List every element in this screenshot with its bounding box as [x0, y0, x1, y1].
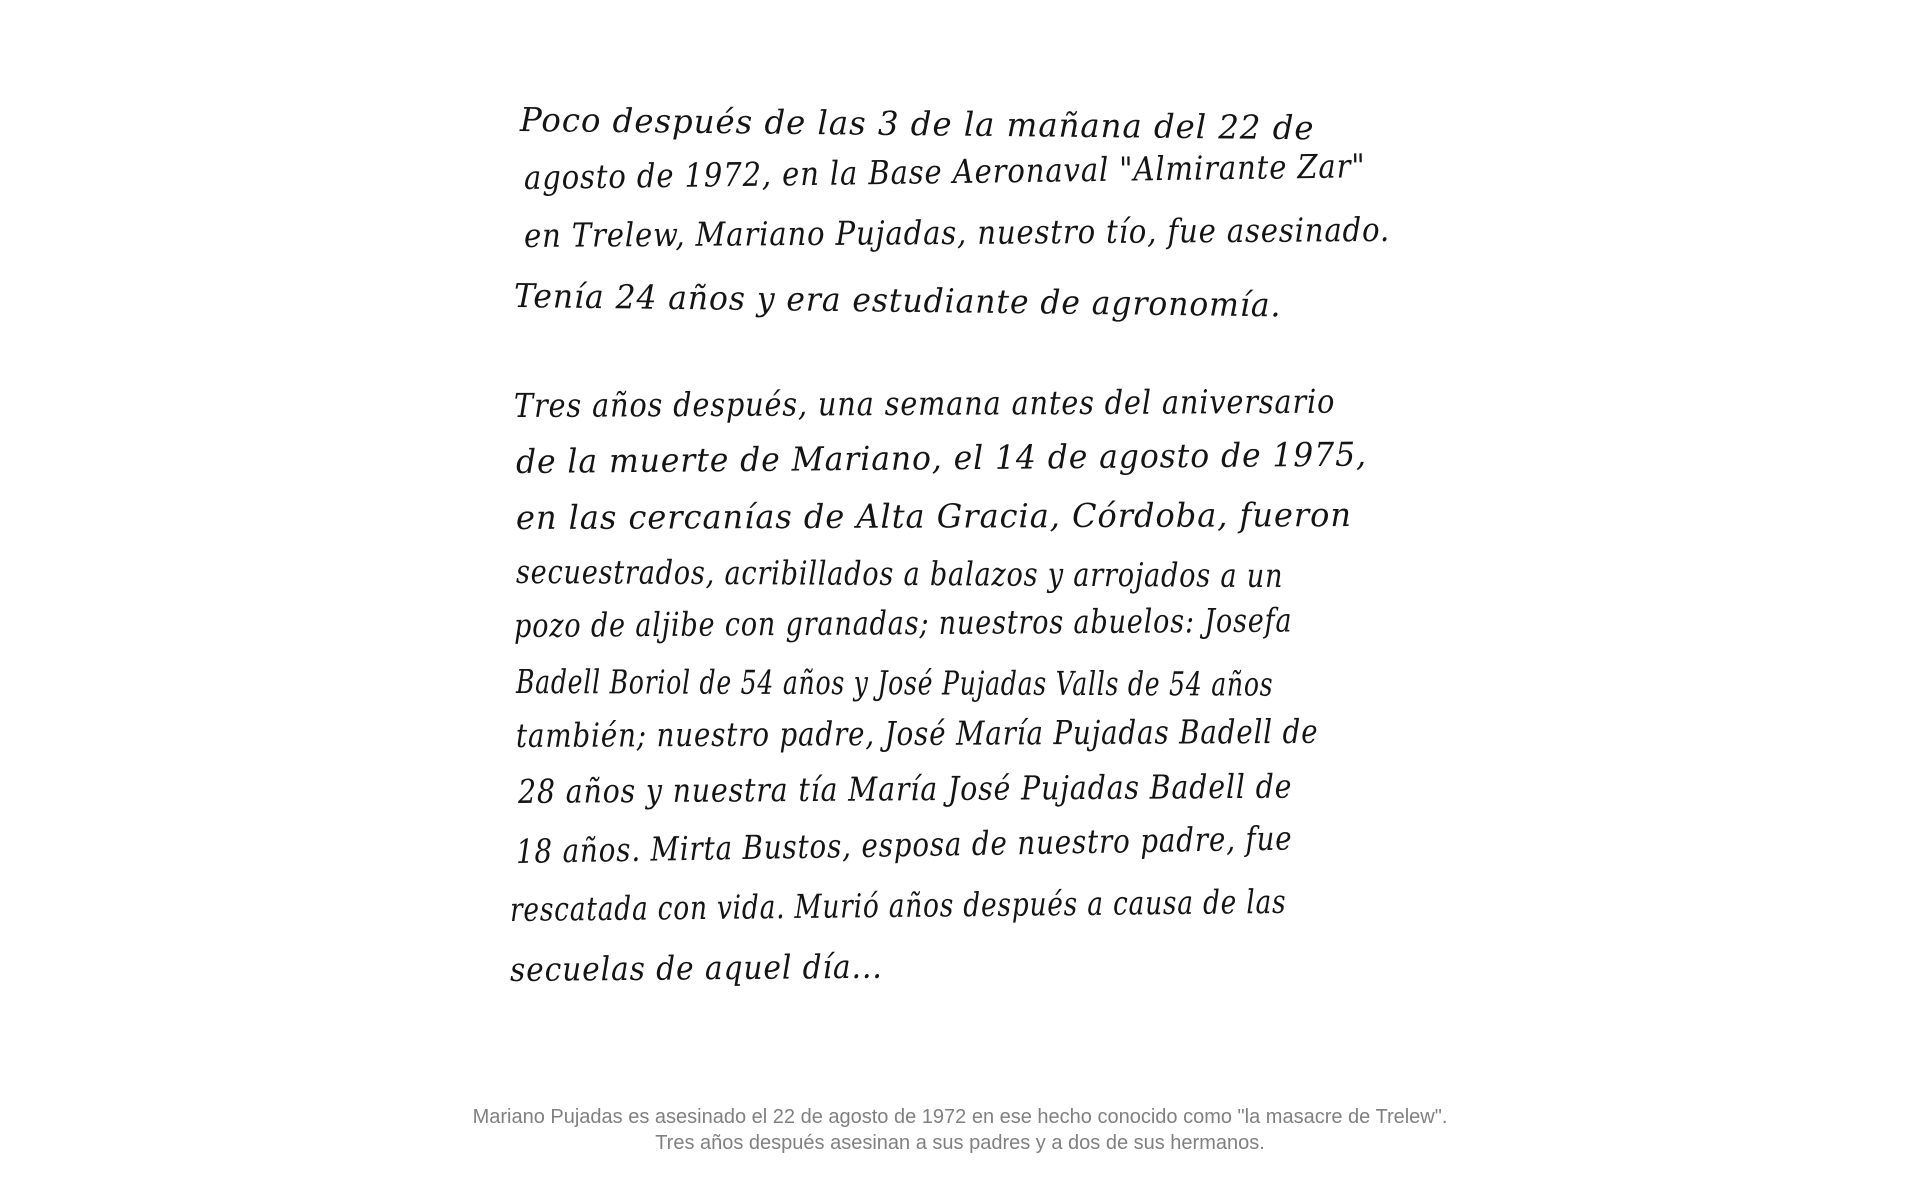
handwritten-line: de la muerte de Mariano, el 14 de agosto de 1975, [515, 434, 1368, 481]
handwritten-line: Badell Boriol de 54 años y José Pujadas Valls de 54 años [515, 662, 1274, 704]
handwritten-line: en las cercanías de Alta Gracia, Córdoba, fueron [515, 495, 1353, 537]
handwritten-letter [509, 90, 1440, 1030]
handwritten-line: pozo de aljibe con granadas; nuestros abuelos: Josefa [513, 600, 1293, 645]
caption [0, 1104, 1920, 1156]
handwritten-line: agosto de 1972, en la Base Aeronaval "Almirante Zar" [523, 146, 1366, 197]
handwritten-line: secuelas de aquel día... [509, 946, 883, 989]
handwritten-line: Tenía 24 años y era estudiante de agronomía. [513, 276, 1282, 325]
handwritten-line: 28 años y nuestra tía María José Pujadas Badell de [517, 766, 1293, 811]
handwritten-line: secuestrados, acribillados a balazos y arrojados a un [515, 552, 1284, 596]
handwritten-line: en Trelew, Mariano Pujadas, nuestro tío, fue asesinado. [523, 209, 1391, 255]
handwritten-line: también; nuestro padre, José María Pujadas Badell de [515, 711, 1319, 755]
handwritten-line: Tres años después, una semana antes del aniversario [513, 381, 1336, 425]
caption-line-2: Tres años después asesinan a sus padres y a dos de sus hermanos. [655, 1132, 1265, 1154]
handwritten-line: rescatada con vida. Murió años después a causa de las [509, 881, 1287, 929]
handwritten-line: Poco después de las 3 de la mañana del 22 de [519, 100, 1315, 148]
caption-line-1: Mariano Pujadas es asesinado el 22 de agosto de 1972 en ese hecho conocido como "la masacre de Trelew". [472, 1106, 1448, 1128]
handwritten-line: 18 años. Mirta Bustos, esposa de nuestro padre, fue [515, 818, 1293, 871]
